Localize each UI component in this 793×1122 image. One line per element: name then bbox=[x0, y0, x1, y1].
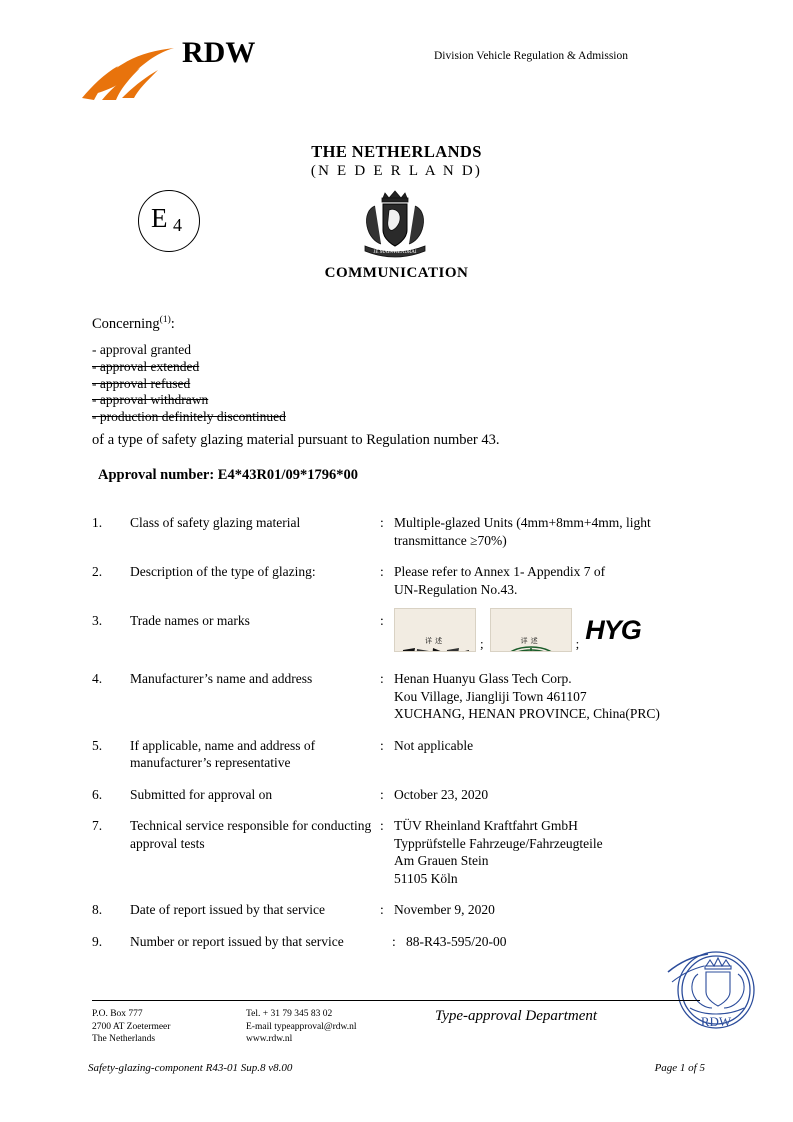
item-value-line: Not applicable bbox=[394, 737, 474, 753]
footer-contact bbox=[246, 1008, 357, 1046]
item-value-line: Typprüfstelle Fahrzeuge/Fahrzeugteile bbox=[394, 835, 603, 851]
item-value bbox=[394, 670, 732, 723]
footer-address-line: P.O. Box 777 bbox=[92, 1009, 143, 1019]
trademark-circle-logo-icon bbox=[490, 608, 572, 652]
rdw-feather-logo-icon bbox=[78, 46, 178, 102]
item-colon: : bbox=[380, 515, 384, 530]
item-value-line: Please refer to Annex 1- Appendix 7 of bbox=[394, 564, 606, 579]
item-label: Description of the type of glazing: bbox=[130, 564, 316, 579]
division-text: Division Vehicle Regulation & Admission bbox=[434, 50, 629, 62]
approval-number-label: Approval number: bbox=[98, 467, 215, 483]
item-number: 1. bbox=[92, 515, 103, 530]
svg-text:JE MAINTIENDRAI: JE MAINTIENDRAI bbox=[373, 250, 417, 255]
item-row bbox=[92, 563, 732, 598]
item-colon: : bbox=[392, 933, 396, 949]
item-label: Manufacturer’s name and address bbox=[130, 671, 313, 686]
option-approval-refused: - approval refused bbox=[92, 375, 191, 391]
e-mark-letter: E bbox=[151, 203, 168, 233]
department-signature: Type-approval Department bbox=[435, 1008, 598, 1024]
item-value-line: 88-R43-595/20-00 bbox=[406, 933, 507, 949]
item-value bbox=[394, 901, 732, 919]
item-row bbox=[92, 612, 732, 652]
item-number: 2. bbox=[92, 564, 103, 579]
footer-phone: Tel. + 31 79 345 83 02 bbox=[246, 1009, 333, 1019]
trademark-row bbox=[394, 608, 732, 652]
trademark-caption: 详述 bbox=[425, 636, 445, 645]
item-value-line: XUCHANG, HENAN PROVINCE, China(PRC) bbox=[394, 706, 660, 721]
item-value-line: transmittance ≥70%) bbox=[394, 532, 507, 548]
item-value-line: Am Grauen Stein bbox=[394, 853, 489, 868]
item-value-line: Kou Village, Jiangliji Town 461107 bbox=[394, 688, 587, 704]
footer-website[interactable]: www.rdw.nl bbox=[246, 1034, 293, 1044]
item-value bbox=[394, 612, 732, 652]
option-approval-granted: - approval granted bbox=[92, 342, 191, 357]
item-label: Number or report issued by that service bbox=[130, 933, 344, 949]
item-colon: : bbox=[380, 564, 384, 579]
item-colon: : bbox=[380, 737, 384, 753]
item-row bbox=[92, 514, 732, 549]
concerning-text: Concerning bbox=[92, 315, 160, 332]
item-row bbox=[92, 901, 732, 919]
item-value bbox=[394, 563, 732, 598]
item-value-line: UN-Regulation No.43. bbox=[394, 581, 518, 597]
item-value-line: Henan Huanyu Glass Tech Corp. bbox=[394, 671, 572, 686]
stamp-label: RDW bbox=[700, 1014, 732, 1029]
item-colon: : bbox=[380, 671, 384, 686]
concerning-options-list bbox=[92, 342, 286, 426]
footer-address bbox=[92, 1008, 170, 1046]
item-row bbox=[92, 933, 732, 951]
footer-address-line: The Netherlands bbox=[92, 1034, 156, 1044]
item-number: 4. bbox=[92, 671, 103, 686]
item-number: 8. bbox=[92, 902, 103, 917]
item-value bbox=[394, 514, 732, 549]
item-row bbox=[92, 670, 732, 723]
items-list bbox=[92, 514, 732, 964]
item-number: 6. bbox=[92, 786, 103, 802]
item-number: 9. bbox=[92, 933, 103, 949]
item-number: 5. bbox=[92, 737, 103, 753]
item-label: Trade names or marks bbox=[130, 613, 250, 628]
pursuant-text: of a type of safety glazing material pursuant to Regulation number 43. bbox=[92, 432, 500, 448]
item-label: Class of safety glazing material bbox=[130, 515, 301, 530]
item-number: 3. bbox=[92, 613, 103, 628]
concerning-colon: : bbox=[170, 315, 175, 332]
item-row bbox=[92, 786, 732, 804]
item-label: Submitted for approval on bbox=[130, 786, 273, 802]
trademark-separator: ; bbox=[575, 635, 580, 651]
item-value-line: November 9, 2020 bbox=[394, 902, 495, 917]
document-reference: Safety-glazing-component R43-01 Sup.8 v8.00 bbox=[88, 1062, 293, 1074]
country-title-native: (N E D E R L A N D) bbox=[310, 163, 483, 179]
option-production-discontinued: - production definitely discontinued bbox=[92, 409, 286, 425]
item-colon: : bbox=[380, 902, 384, 917]
trademark-separator: ; bbox=[480, 635, 484, 651]
concerning-footnote: (1) bbox=[159, 315, 171, 325]
option-approval-withdrawn: - approval withdrawn bbox=[92, 392, 209, 408]
item-value bbox=[394, 817, 732, 887]
item-colon: : bbox=[380, 786, 384, 802]
e-mark-badge bbox=[138, 190, 200, 252]
item-row bbox=[92, 817, 732, 887]
document-header bbox=[0, 28, 793, 118]
item-label: Technical service responsible for conducting approval tests bbox=[130, 818, 372, 851]
trademark-hyg-text: HYG bbox=[585, 615, 641, 645]
approval-number bbox=[98, 467, 358, 484]
item-row bbox=[92, 737, 732, 772]
approval-number-value: E4*43R01/09*1796*00 bbox=[217, 467, 358, 483]
item-label: If applicable, name and address of manufacturer’s representative bbox=[130, 737, 316, 770]
brand-name: RDW bbox=[182, 36, 256, 69]
footer-email[interactable]: E-mail typeapproval@rdw.nl bbox=[246, 1021, 357, 1032]
communication-heading: COMMUNICATION bbox=[324, 265, 469, 281]
e-mark-number: 4 bbox=[173, 215, 182, 235]
rdw-official-stamp-icon bbox=[660, 938, 764, 1042]
item-colon: : bbox=[380, 613, 384, 628]
country-title: THE NETHERLANDS bbox=[311, 142, 482, 161]
trademark-caption: 详述 bbox=[520, 636, 541, 645]
item-value-line: TÜV Rheinland Kraftfahrt GmbH bbox=[394, 818, 578, 833]
footer-divider bbox=[92, 1000, 700, 1001]
item-value-line: 51105 Köln bbox=[394, 870, 458, 886]
item-value bbox=[394, 786, 732, 804]
item-number: 7. bbox=[92, 818, 103, 833]
footer-address-line: 2700 AT Zoetermeer bbox=[92, 1021, 171, 1032]
item-label: Date of report issued by that service bbox=[130, 902, 325, 917]
trademark-yangguang-icon bbox=[394, 608, 476, 652]
page-number: Page 1 of 5 bbox=[654, 1062, 705, 1074]
concerning-label bbox=[92, 315, 175, 333]
item-colon: : bbox=[380, 818, 384, 833]
netherlands-coat-of-arms-icon bbox=[345, 188, 445, 260]
option-approval-extended: - approval extended bbox=[92, 358, 200, 374]
item-value bbox=[394, 737, 732, 772]
item-value-line: Multiple-glazed Units (4mm+8mm+4mm, light bbox=[394, 515, 651, 530]
item-value-line: October 23, 2020 bbox=[394, 786, 489, 802]
